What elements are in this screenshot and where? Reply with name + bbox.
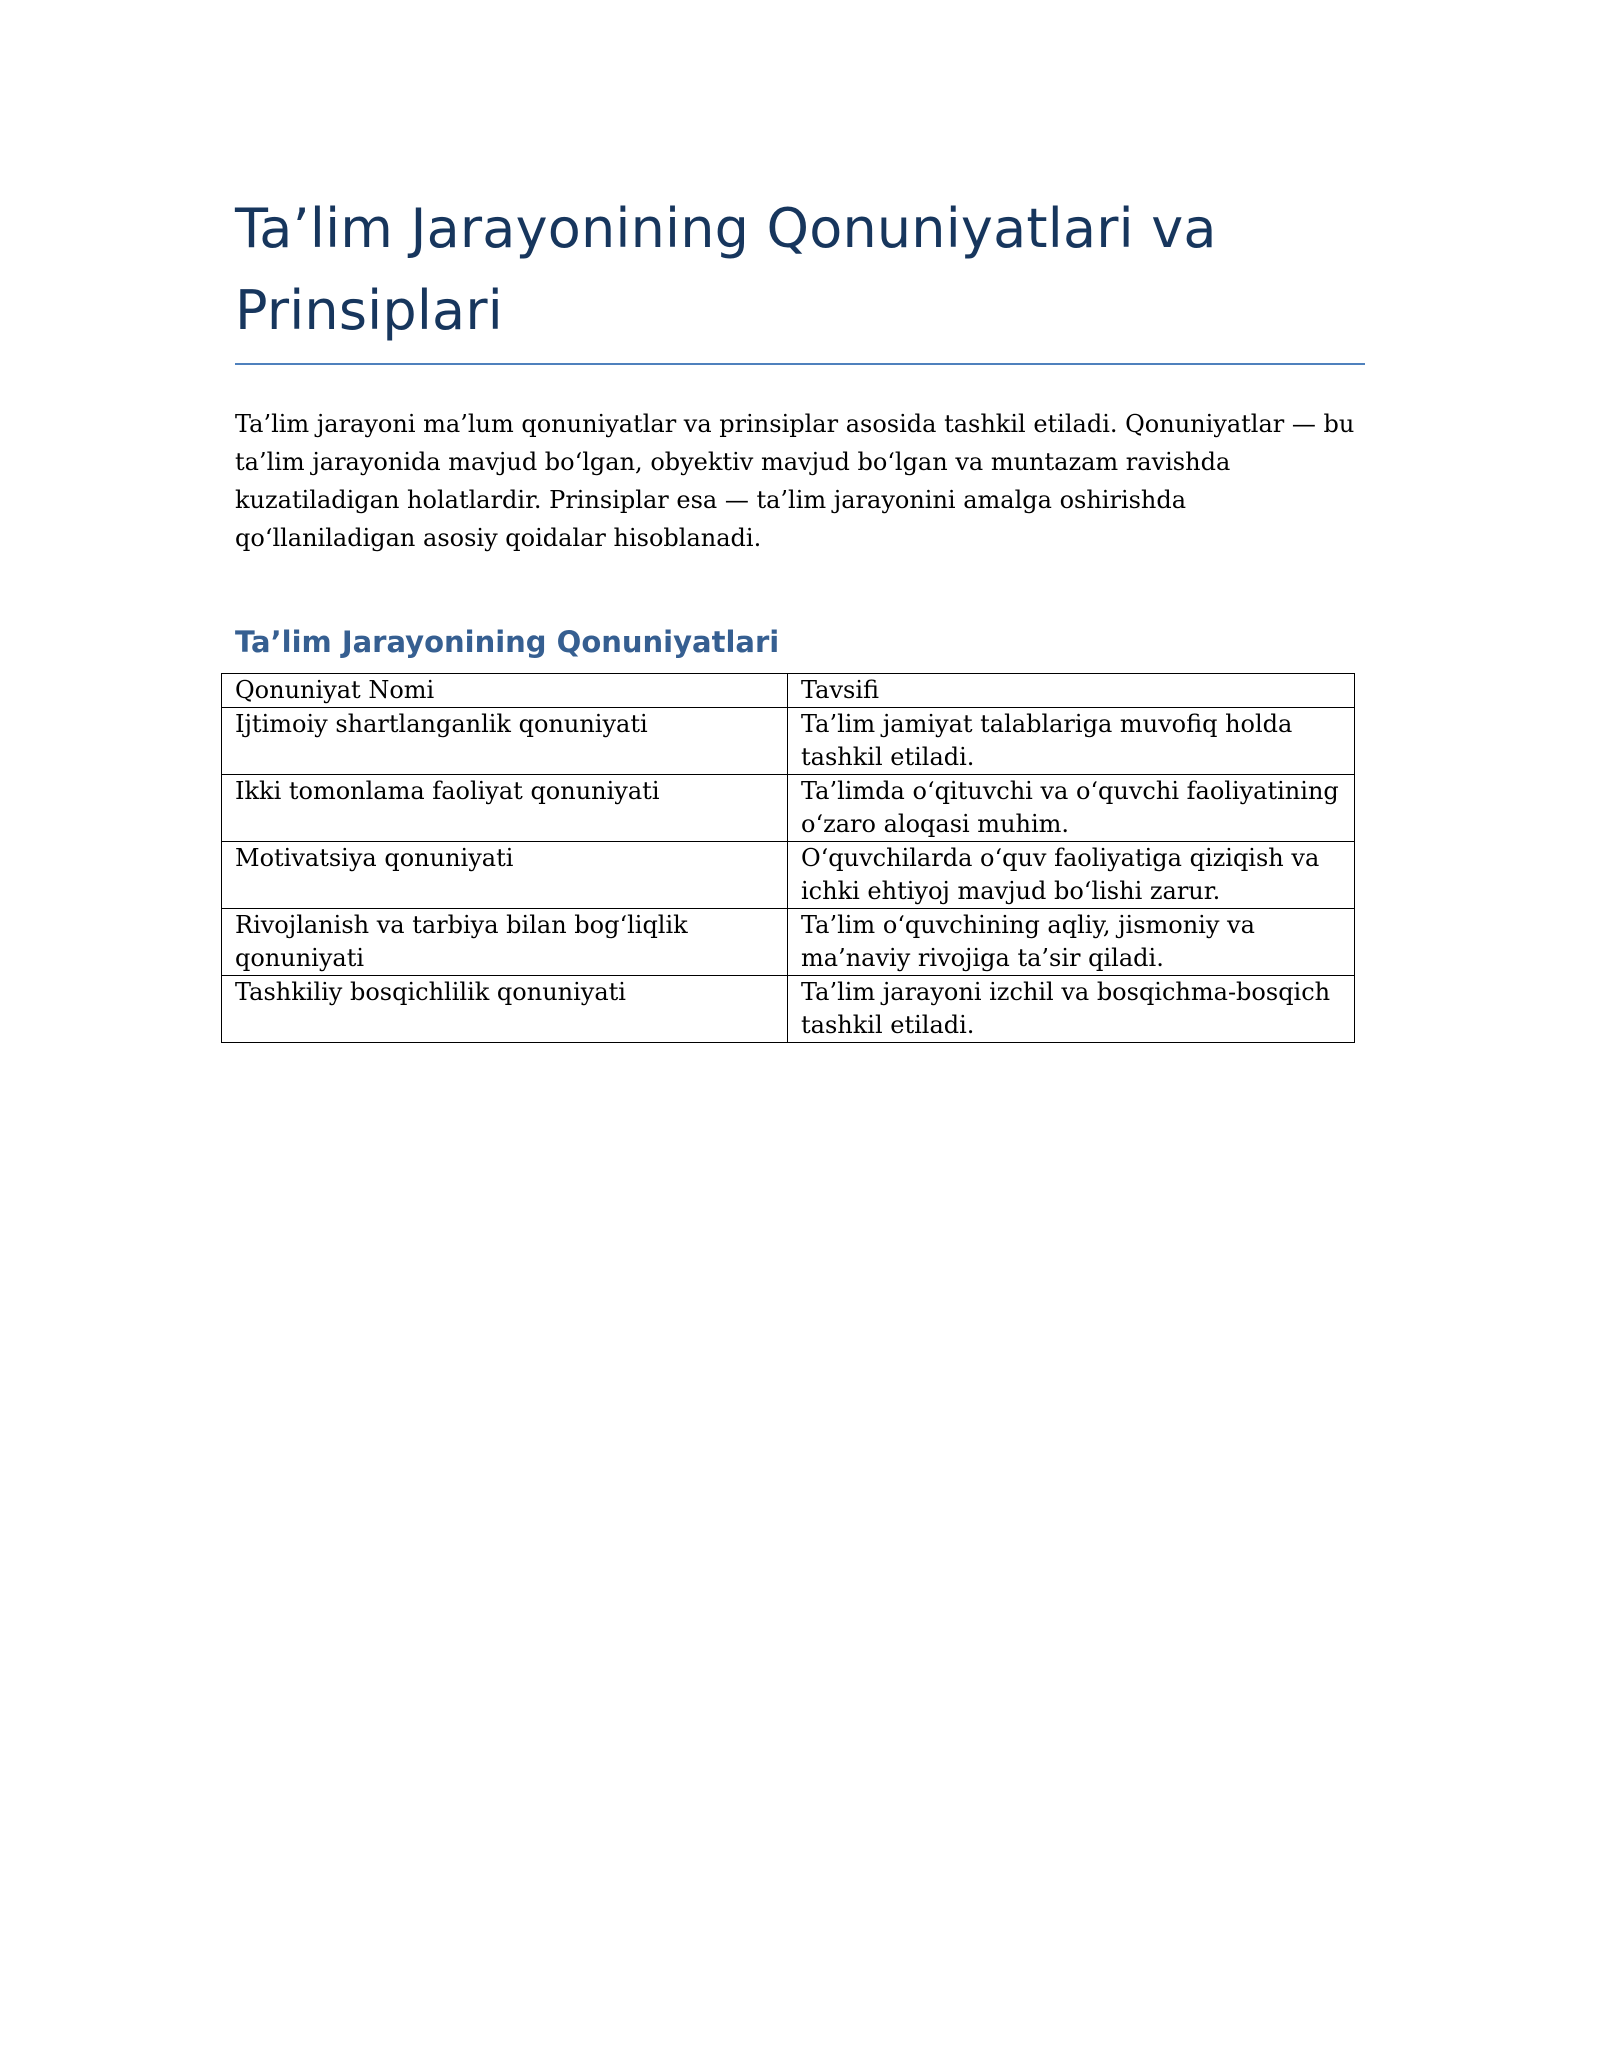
table-header-name: Qonuniyat Nomi: [222, 674, 788, 708]
law-description-cell: O‘quvchilarda o‘quv faoliyatiga qiziqish va ichki ehtiyoj mavjud bo‘lishi zarur.: [788, 842, 1355, 909]
document-title: Ta’lim Jarayonining Qonuniyatlari va Prinsiplari: [235, 197, 1217, 342]
law-name-cell: Ijtimoiy shartlanganlik qonuniyati: [222, 708, 788, 775]
law-name-cell: Ikki tomonlama faoliyat qonuniyati: [222, 775, 788, 842]
section-heading: Ta’lim Jarayonining Qonuniyatlari: [235, 625, 780, 659]
table-row: [222, 775, 1355, 842]
table-row: [222, 976, 1355, 1043]
title-underline: [235, 363, 1365, 365]
law-name-cell: Motivatsiya qonuniyati: [222, 842, 788, 909]
table-header-description: Tavsifi: [788, 674, 1355, 708]
law-description-cell: Ta’lim o‘quvchining aqliy, jismoniy va ma’naviy rivojiga ta’sir qiladi.: [788, 909, 1355, 976]
law-description-cell: Ta’limda o‘qituvchi va o‘quvchi faoliyatining o‘zaro aloqasi muhim.: [788, 775, 1355, 842]
table-row: [222, 909, 1355, 976]
table-row: [222, 842, 1355, 909]
law-name-cell: Rivojlanish va tarbiya bilan bog‘liqlik qonuniyati: [222, 909, 788, 976]
intro-paragraph: Ta’lim jarayoni ma’lum qonuniyatlar va prinsiplar asosida tashkil etiladi. Qonuniyatlar — bu ta’lim jarayonida mavjud bo‘lgan, obyektiv mavjud bo‘lgan va muntazam ravishda kuzatiladigan holatlardir. Prinsiplar esa — ta’lim jarayonini amalga oshirishda qo‘llaniladigan asosiy qoidalar hisoblanadi.: [235, 410, 1355, 552]
law-description-cell: Ta’lim jarayoni izchil va bosqichma-bosqich tashkil etiladi.: [788, 976, 1355, 1043]
law-name-cell: Tashkiliy bosqichlilik qonuniyati: [222, 976, 788, 1043]
table-row: [222, 708, 1355, 775]
table-header-row: [222, 674, 1355, 708]
law-description-cell: Ta’lim jamiyat talablariga muvofiq holda tashkil etiladi.: [788, 708, 1355, 775]
laws-table: [221, 673, 1355, 1043]
